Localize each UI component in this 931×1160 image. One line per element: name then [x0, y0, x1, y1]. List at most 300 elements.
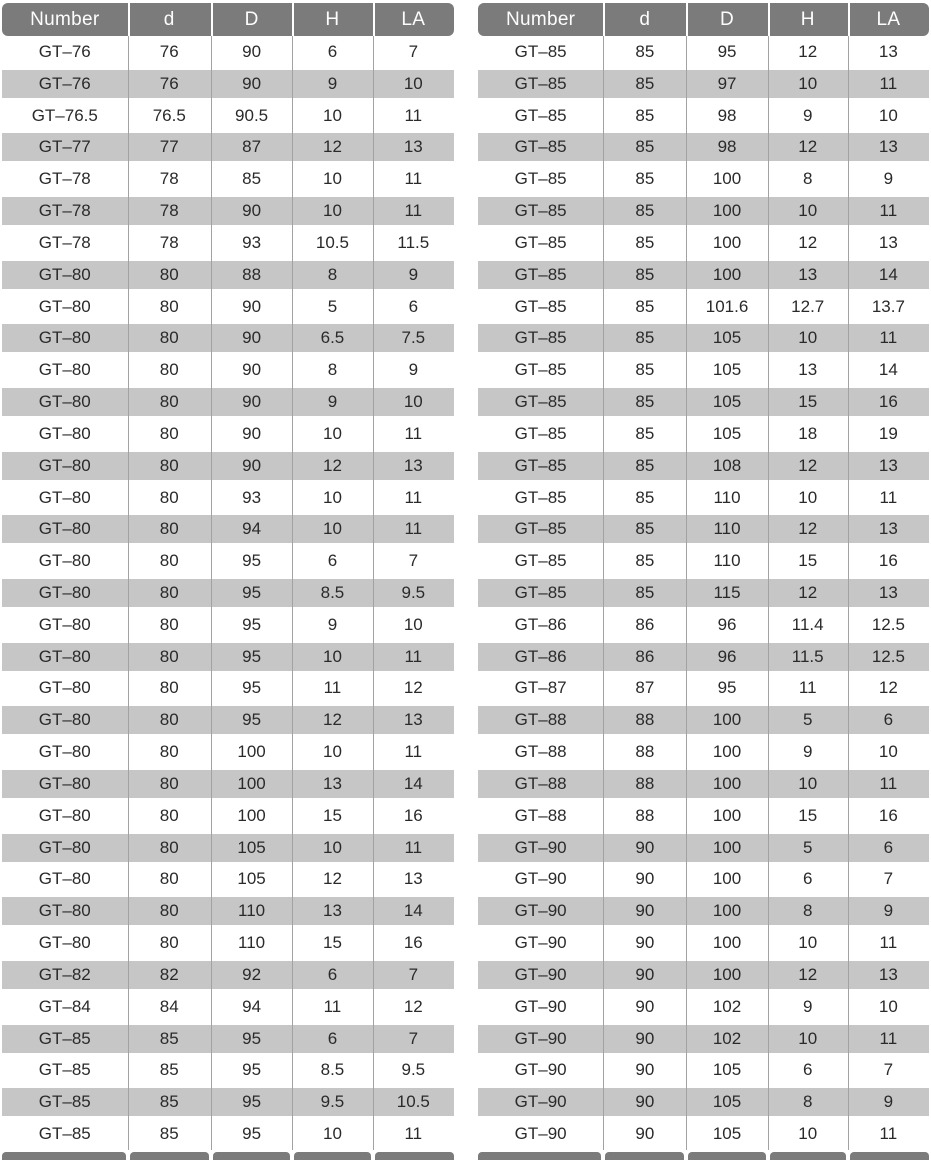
table-row: [478, 100, 929, 132]
table-cell: GT–85: [514, 105, 567, 125]
table-cell: 10: [292, 641, 372, 673]
table-row: [2, 513, 454, 545]
table-cell: GT–90: [514, 1124, 567, 1144]
table-cell: 10: [322, 742, 342, 762]
table-cell: GT–85: [38, 1060, 91, 1080]
table-cell: GT–85: [478, 195, 603, 227]
table-cell: 105: [211, 832, 292, 864]
table-row: [2, 768, 454, 800]
table-cell: 105: [686, 322, 767, 354]
header-strip-segment: [2, 1152, 126, 1160]
table-cell: 13: [373, 450, 454, 482]
table-row: [478, 768, 929, 800]
table-row: [2, 195, 454, 227]
table-cell: GT–88: [478, 768, 603, 800]
table-cell: 105: [712, 1060, 742, 1080]
table-cell: 13: [848, 513, 929, 545]
table-cell: 80: [128, 641, 211, 673]
table-cell: GT–84: [38, 996, 91, 1016]
table-cell: 7: [883, 869, 894, 889]
table-row: [2, 673, 454, 705]
table-cell: 11: [404, 742, 423, 762]
table-row: [478, 673, 929, 705]
column-header-d: d: [639, 9, 651, 30]
table-cell: 11.4: [791, 614, 824, 634]
table-cell: 11: [404, 105, 423, 125]
table-cell: GT–80: [38, 487, 91, 507]
column-header-d: d: [163, 9, 175, 30]
table-cell: 100: [686, 195, 767, 227]
table-row: [2, 259, 454, 291]
table-row: [478, 1086, 929, 1118]
table-cell: 108: [686, 450, 767, 482]
table-cell: 7.5: [373, 322, 454, 354]
table-cell: 8: [768, 1086, 848, 1118]
table-cell: 9: [848, 895, 929, 927]
table-cell: 5: [327, 296, 338, 316]
table-row: [478, 895, 929, 927]
table-cell: 95: [242, 551, 262, 571]
table-cell: 10: [798, 933, 818, 953]
table-cell: 96: [686, 641, 767, 673]
table-cell: 12: [403, 996, 423, 1016]
table-cell: 10: [798, 487, 818, 507]
table-cell: GT–80: [38, 742, 91, 762]
header-separator: [128, 3, 130, 36]
table-cell: 6: [848, 704, 929, 736]
column-separator-line: [603, 36, 604, 1150]
table-cell: 105: [712, 360, 742, 380]
table-cell: 13: [848, 577, 929, 609]
header-strip-segment: [130, 1152, 209, 1160]
table-cell: 13: [292, 768, 372, 800]
table-cell: 10: [322, 1124, 342, 1144]
table-cell: 85: [603, 68, 686, 100]
table-cell: 10: [878, 742, 898, 762]
next-page-header-strip: [478, 1152, 929, 1160]
column-header-number: Number: [30, 9, 100, 30]
table-cell: 90: [211, 322, 292, 354]
table-cell: 8.5: [320, 1060, 345, 1080]
table-cell: 6: [802, 1060, 813, 1080]
table-cell: 11: [848, 768, 929, 800]
table-cell: 100: [686, 259, 767, 291]
table-cell: 80: [159, 296, 179, 316]
table-cell: GT–80: [2, 386, 128, 418]
table-cell: 80: [128, 259, 211, 291]
table-cell: 10: [373, 68, 454, 100]
table-cell: GT–85: [38, 1124, 91, 1144]
table-row: [2, 418, 454, 450]
table-row: [2, 895, 454, 927]
table-cell: 85: [635, 296, 655, 316]
table-cell: GT–90: [514, 1060, 567, 1080]
table-row: [2, 927, 454, 959]
table-cell: GT–80: [38, 869, 91, 889]
table-cell: 10: [292, 195, 372, 227]
table-cell: 8: [327, 360, 338, 380]
table-cell: 80: [128, 895, 211, 927]
table-cell: 76.5: [152, 105, 186, 125]
table-cell: 13: [798, 360, 818, 380]
table-cell: 80: [159, 742, 179, 762]
table-cell: 97: [686, 68, 767, 100]
table-row: [478, 800, 929, 832]
table-cell: GT–86: [514, 614, 567, 634]
table-cell: GT–85: [478, 322, 603, 354]
table-cell: GT–85: [514, 551, 567, 571]
table-cell: 110: [238, 933, 266, 953]
table-cell: 98: [717, 105, 737, 125]
table-cell: 80: [128, 322, 211, 354]
table-cell: 10: [322, 105, 342, 125]
table-cell: 10: [403, 614, 423, 634]
column-separator-line: [768, 36, 769, 1150]
table-row: [2, 641, 454, 673]
table-cell: 12.5: [848, 641, 929, 673]
table-cell: 87: [211, 131, 292, 163]
table-cell: 88: [211, 259, 292, 291]
table-cell: 80: [159, 614, 179, 634]
table-cell: 85: [635, 41, 655, 61]
table-cell: 9: [848, 1086, 929, 1118]
table-cell: 80: [159, 487, 179, 507]
table-cell: GT–85: [2, 1086, 128, 1118]
column-header-h: H: [800, 9, 815, 30]
table-cell: 13: [848, 959, 929, 991]
table-cell: 10: [373, 386, 454, 418]
table-cell: 80: [159, 805, 179, 825]
table-cell: 11: [879, 487, 898, 507]
table-cell: 16: [403, 933, 423, 953]
table-cell: 15: [322, 933, 342, 953]
table-cell: 93: [242, 487, 262, 507]
table-cell: 7: [373, 1023, 454, 1055]
table-cell: 90: [603, 1023, 686, 1055]
table-cell: 11: [373, 832, 454, 864]
table-row: [478, 832, 929, 864]
table-row: [478, 545, 929, 577]
table-header-row: [478, 3, 929, 36]
table-row: [478, 1055, 929, 1087]
column-separator-line: [373, 36, 374, 1150]
table-row: [478, 482, 929, 514]
table-cell: 85: [603, 131, 686, 163]
table-cell: 85: [603, 386, 686, 418]
table-cell: 80: [128, 832, 211, 864]
table-cell: 90: [211, 68, 292, 100]
table-cell: 94: [242, 996, 262, 1016]
table-cell: GT–80: [38, 678, 91, 698]
table-cell: 12: [768, 450, 848, 482]
table-cell: 11: [404, 169, 423, 189]
column-separator-line: [211, 36, 212, 1150]
table-row: [478, 513, 929, 545]
table-cell: GT–82: [2, 959, 128, 991]
table-row: [478, 68, 929, 100]
table-row: [2, 100, 454, 132]
table-cell: 10: [768, 768, 848, 800]
table-cell: 6: [327, 551, 338, 571]
table-cell: 95: [211, 577, 292, 609]
table-cell: 110: [713, 487, 741, 507]
table-cell: 78: [159, 232, 179, 252]
table-cell: 7: [373, 959, 454, 991]
table-cell: 95: [242, 1060, 262, 1080]
table-cell: 11: [404, 487, 423, 507]
table-cell: 86: [603, 641, 686, 673]
table-cell: 9: [292, 386, 372, 418]
table-row: [478, 641, 929, 673]
table-cell: GT–80: [38, 551, 91, 571]
table-cell: 11: [323, 678, 342, 698]
table-cell: 11: [848, 195, 929, 227]
table-row: [478, 577, 929, 609]
table-cell: 11: [798, 678, 817, 698]
table-row: [478, 927, 929, 959]
table-cell: 110: [211, 895, 292, 927]
table-cell: GT–78: [38, 169, 91, 189]
table-cell: 105: [686, 386, 767, 418]
table-cell: 6.5: [292, 322, 372, 354]
table-cell: 85: [603, 322, 686, 354]
header-separator: [211, 3, 213, 36]
table-cell: 6: [848, 832, 929, 864]
table-cell: 9.5: [292, 1086, 372, 1118]
table-cell: 80: [159, 551, 179, 571]
table-row: [2, 482, 454, 514]
table-cell: 90: [603, 1086, 686, 1118]
table-cell: 10: [878, 996, 898, 1016]
table-cell: 15: [322, 805, 342, 825]
table-cell: 5: [768, 832, 848, 864]
table-cell: 101.6: [705, 296, 749, 316]
header-strip-segment: [294, 1152, 370, 1160]
table-cell: 90: [635, 869, 655, 889]
table-cell: 12: [798, 232, 818, 252]
table-cell: 12: [292, 704, 372, 736]
table-cell: GT–76: [2, 68, 128, 100]
header-strip-segment: [605, 1152, 684, 1160]
table-cell: GT–85: [478, 577, 603, 609]
table-cell: 88: [635, 742, 655, 762]
table-cell: 11: [848, 322, 929, 354]
table-cell: GT–78: [38, 232, 91, 252]
table-cell: 80: [159, 933, 179, 953]
table-cell: 100: [686, 832, 767, 864]
table-cell: 12: [403, 678, 423, 698]
table-cell: 16: [403, 805, 423, 825]
table-row: [2, 1118, 454, 1150]
column-header-d: D: [244, 9, 259, 30]
table-cell: 8: [292, 259, 372, 291]
table-cell: 12: [322, 869, 342, 889]
table-cell: 90: [603, 959, 686, 991]
table-cell: 105: [712, 423, 742, 443]
table-cell: 10: [878, 105, 898, 125]
table-cell: 92: [211, 959, 292, 991]
table-row: [2, 609, 454, 641]
table-cell: 15: [798, 551, 818, 571]
table-cell: 84: [159, 996, 179, 1016]
table-cell: GT–85: [514, 232, 567, 252]
table-cell: 100: [237, 742, 266, 762]
table-cell: GT–88: [514, 805, 567, 825]
header-strip-segment: [770, 1152, 846, 1160]
table-cell: 85: [635, 360, 655, 380]
table-row: [2, 386, 454, 418]
table-row: [478, 322, 929, 354]
table-cell: 82: [128, 959, 211, 991]
table-cell: 12.5: [871, 614, 905, 634]
table-cell: 13: [403, 869, 423, 889]
table-cell: 96: [717, 614, 737, 634]
table-cell: 90: [242, 423, 262, 443]
table-cell: 7: [408, 551, 419, 571]
table-cell: 9.5: [401, 1060, 426, 1080]
table-cell: 85: [128, 1086, 211, 1118]
column-header-la: LA: [401, 9, 426, 30]
table-cell: 12: [798, 41, 818, 61]
table-cell: GT–80: [2, 768, 128, 800]
table-cell: GT–85: [478, 68, 603, 100]
table-cell: 10: [292, 513, 372, 545]
table-cell: 95: [211, 704, 292, 736]
table-cell: GT–85: [514, 169, 567, 189]
table-cell: 18: [798, 423, 818, 443]
table-cell: 16: [848, 386, 929, 418]
table-cell: GT–80: [2, 450, 128, 482]
table-cell: 80: [159, 869, 179, 889]
table-cell: GT–80: [2, 322, 128, 354]
table-cell: 12: [768, 131, 848, 163]
table-cell: 90.5: [235, 105, 269, 125]
table-row: [478, 354, 929, 386]
table-cell: 88: [603, 768, 686, 800]
table-cell: GT–80: [2, 704, 128, 736]
header-strip-segment: [688, 1152, 765, 1160]
column-header-d: D: [720, 9, 735, 30]
table-cell: 90: [635, 933, 655, 953]
table-row: [2, 227, 454, 259]
table-cell: 13.7: [871, 296, 905, 316]
table-cell: GT–90: [478, 895, 603, 927]
table-cell: 11: [879, 933, 898, 953]
table-cell: 88: [635, 805, 655, 825]
table-cell: GT–80: [2, 259, 128, 291]
table-cell: 77: [128, 131, 211, 163]
table-cell: 80: [159, 678, 179, 698]
table-cell: 13: [878, 232, 898, 252]
table-cell: 90: [211, 386, 292, 418]
table-cell: GT–88: [478, 704, 603, 736]
table-cell: 10: [768, 322, 848, 354]
table-cell: 78: [159, 169, 179, 189]
table-cell: 85: [242, 169, 262, 189]
table-cell: 8: [768, 895, 848, 927]
table-body: [2, 36, 454, 1150]
table-cell: 100: [211, 768, 292, 800]
table-cell: 16: [878, 805, 898, 825]
table-cell: 105: [686, 1086, 767, 1118]
column-separator-line: [292, 36, 293, 1150]
table-cell: 11: [404, 423, 423, 443]
table-cell: 13: [878, 41, 898, 61]
table-cell: 85: [635, 487, 655, 507]
table-cell: 13: [292, 895, 372, 927]
table-cell: GT–90: [478, 959, 603, 991]
table-cell: GT–77: [2, 131, 128, 163]
table-cell: 12: [292, 450, 372, 482]
table-cell: 15: [798, 805, 818, 825]
header-separator: [768, 3, 770, 36]
table-cell: GT–85: [478, 386, 603, 418]
table-cell: GT–85: [514, 360, 567, 380]
table-cell: GT–85: [514, 423, 567, 443]
table-cell: GT–88: [514, 742, 567, 762]
table-cell: 76: [128, 68, 211, 100]
table-cell: 9: [883, 169, 894, 189]
table-row: [2, 545, 454, 577]
table-cell: 95: [242, 614, 262, 634]
table-cell: 7: [883, 1060, 894, 1080]
table-cell: 85: [635, 169, 655, 189]
table-cell: 10: [768, 195, 848, 227]
table-row: [2, 163, 454, 195]
table-cell: 95: [211, 641, 292, 673]
table-cell: 10: [322, 487, 342, 507]
table-cell: GT–85: [478, 513, 603, 545]
table-cell: 90: [635, 1060, 655, 1080]
table-cell: 90: [242, 41, 262, 61]
header-separator: [373, 3, 375, 36]
table-cell: 15: [768, 386, 848, 418]
table-row: [478, 36, 929, 68]
table-cell: 6: [292, 1023, 372, 1055]
table-cell: 14: [878, 360, 898, 380]
table-cell: 102: [712, 996, 742, 1016]
table-cell: 10.5: [315, 232, 349, 252]
table-cell: 8.5: [292, 577, 372, 609]
table-cell: 87: [635, 678, 655, 698]
table-cell: 95: [211, 1023, 292, 1055]
column-header-h: H: [325, 9, 340, 30]
table-cell: GT–80: [38, 933, 91, 953]
table-cell: 76: [159, 41, 179, 61]
table-row: [2, 1055, 454, 1087]
header-strip-segment: [850, 1152, 929, 1160]
table-header-row: [2, 3, 454, 36]
table-cell: 13: [768, 259, 848, 291]
table-cell: 10: [292, 832, 372, 864]
table-row: [478, 959, 929, 991]
table-row: [478, 195, 929, 227]
table-row: [478, 704, 929, 736]
header-separator: [848, 3, 850, 36]
table-cell: 85: [603, 195, 686, 227]
table-cell: 110: [713, 551, 741, 571]
table-row: [2, 736, 454, 768]
table-cell: GT–80: [2, 895, 128, 927]
table-cell: 13: [848, 131, 929, 163]
table-cell: 10: [798, 1124, 818, 1144]
table-cell: 85: [603, 513, 686, 545]
table-cell: GT–80: [38, 614, 91, 634]
table-cell: 9: [408, 360, 419, 380]
header-separator: [686, 3, 688, 36]
table-row: [2, 864, 454, 896]
table-cell: 7: [408, 41, 419, 61]
